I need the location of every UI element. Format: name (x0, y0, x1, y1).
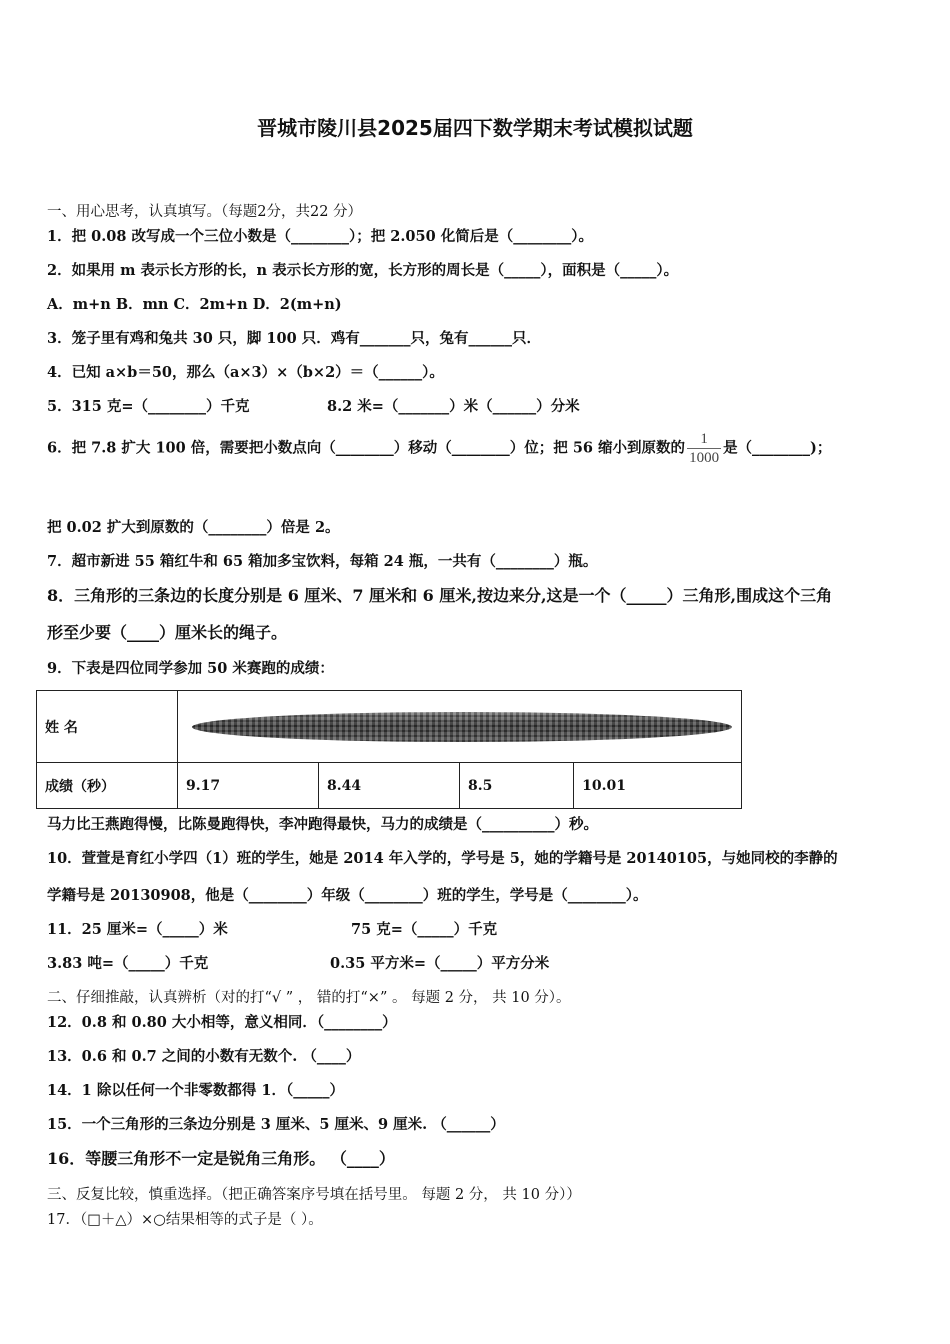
question-16: 16．等腰三角形不一定是锐角三角形。 （____） (47, 1149, 395, 1168)
question-12: 12．0.8 和 0.80 大小相等，意义相同．（________） (47, 1014, 397, 1031)
question-6-text: 6．把 7.8 扩大 100 倍，需要把小数点向（________）移动（________）位；把 56 缩小到原数的 (47, 439, 686, 457)
question-15: 15．一个三角形的三条边分别是 3 厘米、5 厘米、9 厘米. （______） (47, 1116, 505, 1133)
question-8-line-1: 8．三角形的三条边的长度分别是 6 厘米、7 厘米和 6 厘米,按边来分,这是一个（_____）三角形,围成这个三角 (47, 586, 833, 605)
score-cell: 10.01 (574, 763, 742, 809)
question-4: 4．已知 a×b＝50，那么（a×3）×（b×2）＝（______）。 (47, 364, 444, 381)
question-6-continued: 把 0.02 扩大到原数的（________）倍是 2。 (47, 519, 340, 536)
question-6 (47, 430, 831, 467)
section-2-heading: 二、仔细推敲，认真辨析（对的打“√ ” ， 错的打“×” 。 每题 2 分， 共 10 分）。 (47, 990, 571, 1006)
question-11d: 0.35 平方米=（_____）平方分米 (330, 955, 550, 972)
section-1-heading: 一、用心思考，认真填写。（每题2分，共22 分） (47, 204, 363, 220)
question-7: 7．超市新进 55 箱红牛和 65 箱加多宝饮料，每箱 24 瓶，一共有（________）瓶。 (47, 553, 598, 570)
score-cell: 8.44 (319, 763, 460, 809)
question-5a: 5．315 克=（________）千克 (47, 398, 250, 415)
table-row (37, 691, 742, 763)
score-header-cell: 成绩（秒） (37, 763, 178, 809)
question-9-follow-up: 马力比王燕跑得慢，比陈曼跑得快，李冲跑得最快，马力的成绩是（__________）秒。 (47, 816, 598, 833)
question-10-line-2: 学籍号是 20130908，他是（________）年级（________）班的学生，学号是（________）。 (47, 887, 648, 904)
question-6-text-end: 是（________)； (723, 439, 832, 457)
score-table (36, 690, 742, 809)
question-11a: 11．25 厘米=（_____）米 (47, 921, 228, 938)
question-5b: 8.2 米=（_______）米（______）分米 (327, 398, 580, 415)
question-1: 1．把 0.08 改写成一个三位小数是（________）；把 2.050 化简后是（________）。 (47, 228, 593, 245)
question-10-line-1: 10．萱萱是育红小学四（1）班的学生，她是 2014 年入学的，学号是 5，她的学籍号是 20140105，与她同校的李静的 (47, 850, 838, 867)
score-cell: 8.5 (460, 763, 574, 809)
section-3-heading: 三、反复比较，慎重选择。（把正确答案序号填在括号里。 每题 2 分， 共 10 分）） (47, 1187, 581, 1203)
question-2-options: A．m+n B．mn C．2m+n D．2(m+n) (47, 296, 342, 313)
question-3: 3．笼子里有鸡和兔共 30 只，脚 100 只．鸡有_______只，兔有______只． (47, 330, 541, 347)
question-17: 17．（□＋△）×○结果相等的式子是（ ）。 (47, 1212, 323, 1228)
page-title: 晋城市陵川县2025届四下数学期末考试模拟试题 (257, 116, 693, 140)
fraction (687, 430, 721, 467)
question-11c: 3.83 吨=（_____）千克 (47, 955, 209, 972)
question-11b: 75 克=（_____）千克 (351, 921, 498, 938)
question-13: 13．0.6 和 0.7 之间的小数有无数个. （____） (47, 1048, 361, 1065)
table-row (37, 763, 742, 809)
fraction-denominator: 1000 (689, 450, 720, 466)
fraction-numerator: 1 (687, 430, 721, 449)
question-9: 9．下表是四位同学参加 50 米赛跑的成绩： (47, 660, 334, 677)
score-cell: 9.17 (178, 763, 319, 809)
name-header-cell: 姓 名 (37, 691, 178, 763)
redacted-names-image (192, 712, 732, 742)
redacted-names-cell (178, 691, 742, 763)
question-8-line-2: 形至少要（____）厘米长的绳子。 (47, 623, 288, 642)
question-2: 2．如果用 m 表示长方形的长，n 表示长方形的宽，长方形的周长是（_____），面积是（_____）。 (47, 262, 679, 279)
question-14: 14．1 除以任何一个非零数都得 1．（_____） (47, 1082, 344, 1099)
